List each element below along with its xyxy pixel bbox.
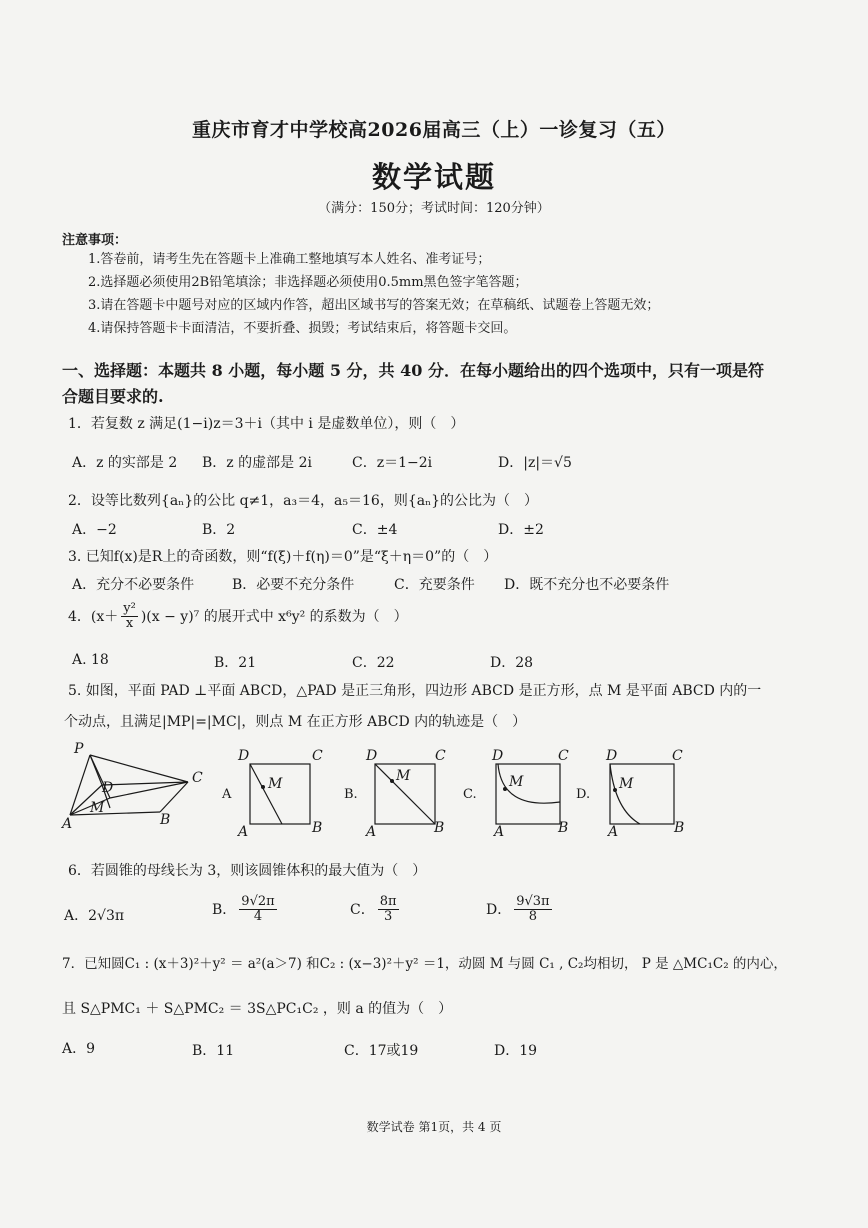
option-a-label-A: A (238, 824, 249, 840)
page-footer: 数学试卷 第1页，共 4 页 (366, 1120, 502, 1134)
option-d-label[interactable]: D. (576, 787, 591, 802)
option-a-point-m (261, 785, 265, 789)
question-3-option-a[interactable]: A．充分不必要条件 (72, 577, 195, 593)
question-4-number: 4． (68, 608, 91, 625)
question-7-line1: 7．已知圆C₁ : (x＋3)²＋y² ＝ a²(a＞7) 和C₂ : (x−3)²＋y² ＝1，动圆 M 与圆 C₁ , C₂均相切， P 是 △MC₁C₂ 的内心， (62, 956, 787, 972)
option-a-label-D: D (238, 748, 250, 764)
option-d-locus (610, 764, 640, 824)
question-2-option-c[interactable]: C．±4 (352, 522, 398, 538)
option-b-label-A: A (366, 824, 377, 840)
note-item-2: 2.选择题必须使用2B铅笔填涂；非选择题必须使用0.5mm黑色签字笔答题； (88, 275, 528, 290)
question-2-option-d[interactable]: D．±2 (498, 522, 544, 538)
question-6-b-num: 9√2π (241, 894, 275, 909)
option-b-label[interactable]: B. (344, 787, 358, 802)
option-b-label-M: M (396, 768, 411, 784)
option-c-point-m (503, 787, 507, 791)
option-c-label-M: M (509, 774, 524, 790)
question-7-line2: 且 S△PMC₁ ＋ S△PMC₂ ＝ 3S△PC₁C₂ ，则 a 的值为（ ） (62, 1001, 453, 1017)
option-a-label-C: C (312, 748, 323, 764)
question-6-c-den: 3 (383, 909, 393, 925)
option-c-label-B: B (558, 820, 569, 836)
question-6-option-b-fraction (239, 895, 276, 925)
question-6-option-b[interactable] (212, 895, 280, 925)
question-4-stem-text: 的展开式中 x⁶y² 的系数为（ ） (203, 608, 408, 625)
label-D: D (102, 780, 114, 796)
exam-info: （满分：150分；考试时间：120分钟） (318, 201, 550, 216)
question-7-option-c[interactable]: C．17或19 (344, 1043, 419, 1059)
option-c-label-A: A (494, 824, 505, 840)
question-6-option-d-label: D． (486, 901, 512, 918)
note-item-3: 3.请在答题卡中题号对应的区域内作答，超出区域书写的答案无效；在草稿纸、试题卷上答题无效； (88, 298, 660, 313)
section-heading-line2: 合题目要求的. (62, 387, 164, 406)
question-4-option-d[interactable]: D．28 (490, 655, 534, 671)
label-B: B (160, 812, 171, 828)
question-4-expr-pre: (x＋ (90, 608, 119, 625)
exam-school-title: 重庆市育才中学校高2026届高三（上）一诊复习（五） (192, 119, 676, 141)
question-7-option-b[interactable]: B．11 (192, 1043, 235, 1059)
label-C: C (192, 770, 203, 786)
option-b-label-B: B (434, 820, 445, 836)
question-1-stem: 1．若复数 z 满足(1−i)z＝3＋i（其中 i 是虚数单位），则（ ） (68, 416, 465, 432)
question-2-option-b[interactable]: B．2 (202, 522, 236, 538)
label-A: A (62, 816, 73, 832)
option-d-label-B: B (674, 820, 685, 836)
option-a-square (250, 764, 310, 824)
question-6-option-c[interactable] (350, 895, 402, 925)
option-a-label-M: M (268, 776, 283, 792)
question-6-option-d-fraction (514, 895, 551, 925)
question-4-fraction (121, 602, 138, 632)
question-1-option-b[interactable]: B．z 的虚部是 2i (202, 455, 312, 471)
question-7-option-a[interactable]: A．9 (62, 1041, 96, 1057)
question-6-option-c-fraction (378, 895, 399, 925)
question-4-expr-post: )(x − y)⁷ (140, 608, 200, 625)
question-4-frac-num: y² (123, 601, 136, 616)
question-5-figures (60, 740, 820, 840)
pyramid-figure (70, 755, 188, 815)
option-c-square (496, 764, 560, 824)
option-d-square (610, 764, 674, 824)
question-5-line1: 5. 如图，平面 PAD ⊥平面 ABCD，△PAD 是正三角形，四边形 ABCD 是正方形，点 M 是平面 ABCD 内的一 (68, 683, 762, 699)
label-M: M (90, 800, 105, 816)
option-c-label-D: D (492, 748, 504, 764)
option-a-label[interactable]: A (222, 787, 232, 802)
option-d-label-A: A (608, 824, 619, 840)
option-b-label-C: C (435, 748, 446, 764)
option-d-label-M: M (619, 776, 634, 792)
question-6-option-a-value: 2√3π (88, 908, 125, 924)
exam-subject-title: 数学试题 (371, 160, 496, 194)
question-6-d-den: 8 (528, 909, 538, 925)
option-d-label-C: C (672, 748, 683, 764)
option-c-locus (498, 764, 560, 803)
question-2-stem: 2．设等比数列{aₙ}的公比 q≠1，a₃＝4，a₅＝16，则{aₙ}的公比为（ ） (68, 493, 539, 509)
option-c-label[interactable]: C. (463, 787, 477, 802)
question-3-option-b[interactable]: B．必要不充分条件 (232, 577, 355, 593)
question-4-stem (68, 602, 408, 632)
question-3-option-d[interactable]: D．既不充分也不必要条件 (504, 577, 670, 593)
question-1-option-c[interactable]: C．z＝1−2i (352, 455, 433, 471)
question-1-option-d[interactable]: D．|z|＝√5 (498, 455, 572, 471)
option-d-label-D: D (606, 748, 618, 764)
option-d-point-m (613, 788, 617, 792)
question-3-option-c[interactable]: C．充要条件 (394, 577, 475, 593)
question-3-stem: 3. 已知f(x)是R上的奇函数，则“f(ξ)＋f(η)＝0”是“ξ＋η＝0”的（ ） (68, 549, 498, 565)
question-6-c-num: 8π (379, 894, 397, 909)
note-item-4: 4.请保持答题卡卡面清洁，不要折叠、损毁；考试结束后，将答题卡交回。 (88, 321, 517, 336)
question-6-b-den: 4 (253, 909, 263, 925)
note-item-1: 1.答卷前，请考生先在答题卡上准确工整地填写本人姓名、准考证号； (88, 252, 491, 267)
question-4-option-c[interactable]: C．22 (352, 655, 395, 671)
question-4-option-b[interactable]: B．21 (214, 655, 257, 671)
question-2-option-a[interactable]: A．−2 (72, 522, 117, 538)
question-6-stem: 6．若圆锥的母线长为 3，则该圆锥体积的最大值为（ ） (68, 863, 427, 879)
question-7-option-d[interactable]: D．19 (494, 1043, 538, 1059)
question-6-option-a[interactable] (64, 905, 124, 925)
label-P: P (74, 741, 84, 757)
option-b-point-m (390, 779, 394, 783)
question-4-frac-den: x (125, 616, 134, 632)
question-4-option-a[interactable]: A. 18 (72, 652, 109, 668)
option-b-label-D: D (366, 748, 378, 764)
question-6-option-b-label: B． (212, 901, 237, 918)
question-6-option-a-label: A． (64, 908, 89, 924)
question-6-option-c-label: C． (350, 901, 375, 918)
option-a-label-B: B (312, 820, 323, 836)
question-6-option-d[interactable] (486, 895, 555, 925)
option-a-locus (250, 764, 282, 824)
question-5-line2: 个动点，且满足|MP|=|MC|，则点 M 在正方形 ABCD 内的轨迹是（ ） (64, 714, 527, 730)
section-heading-line1: 一、选择题：本题共 8 小题，每小题 5 分，共 40 分．在每小题给出的四个选项中，只有一项是符 (62, 361, 764, 380)
option-c-label-C: C (558, 748, 569, 764)
question-1-option-a[interactable]: A．z 的实部是 2 (72, 455, 178, 471)
question-6-d-num: 9√3π (516, 894, 550, 909)
notes-heading: 注意事项： (62, 233, 128, 248)
